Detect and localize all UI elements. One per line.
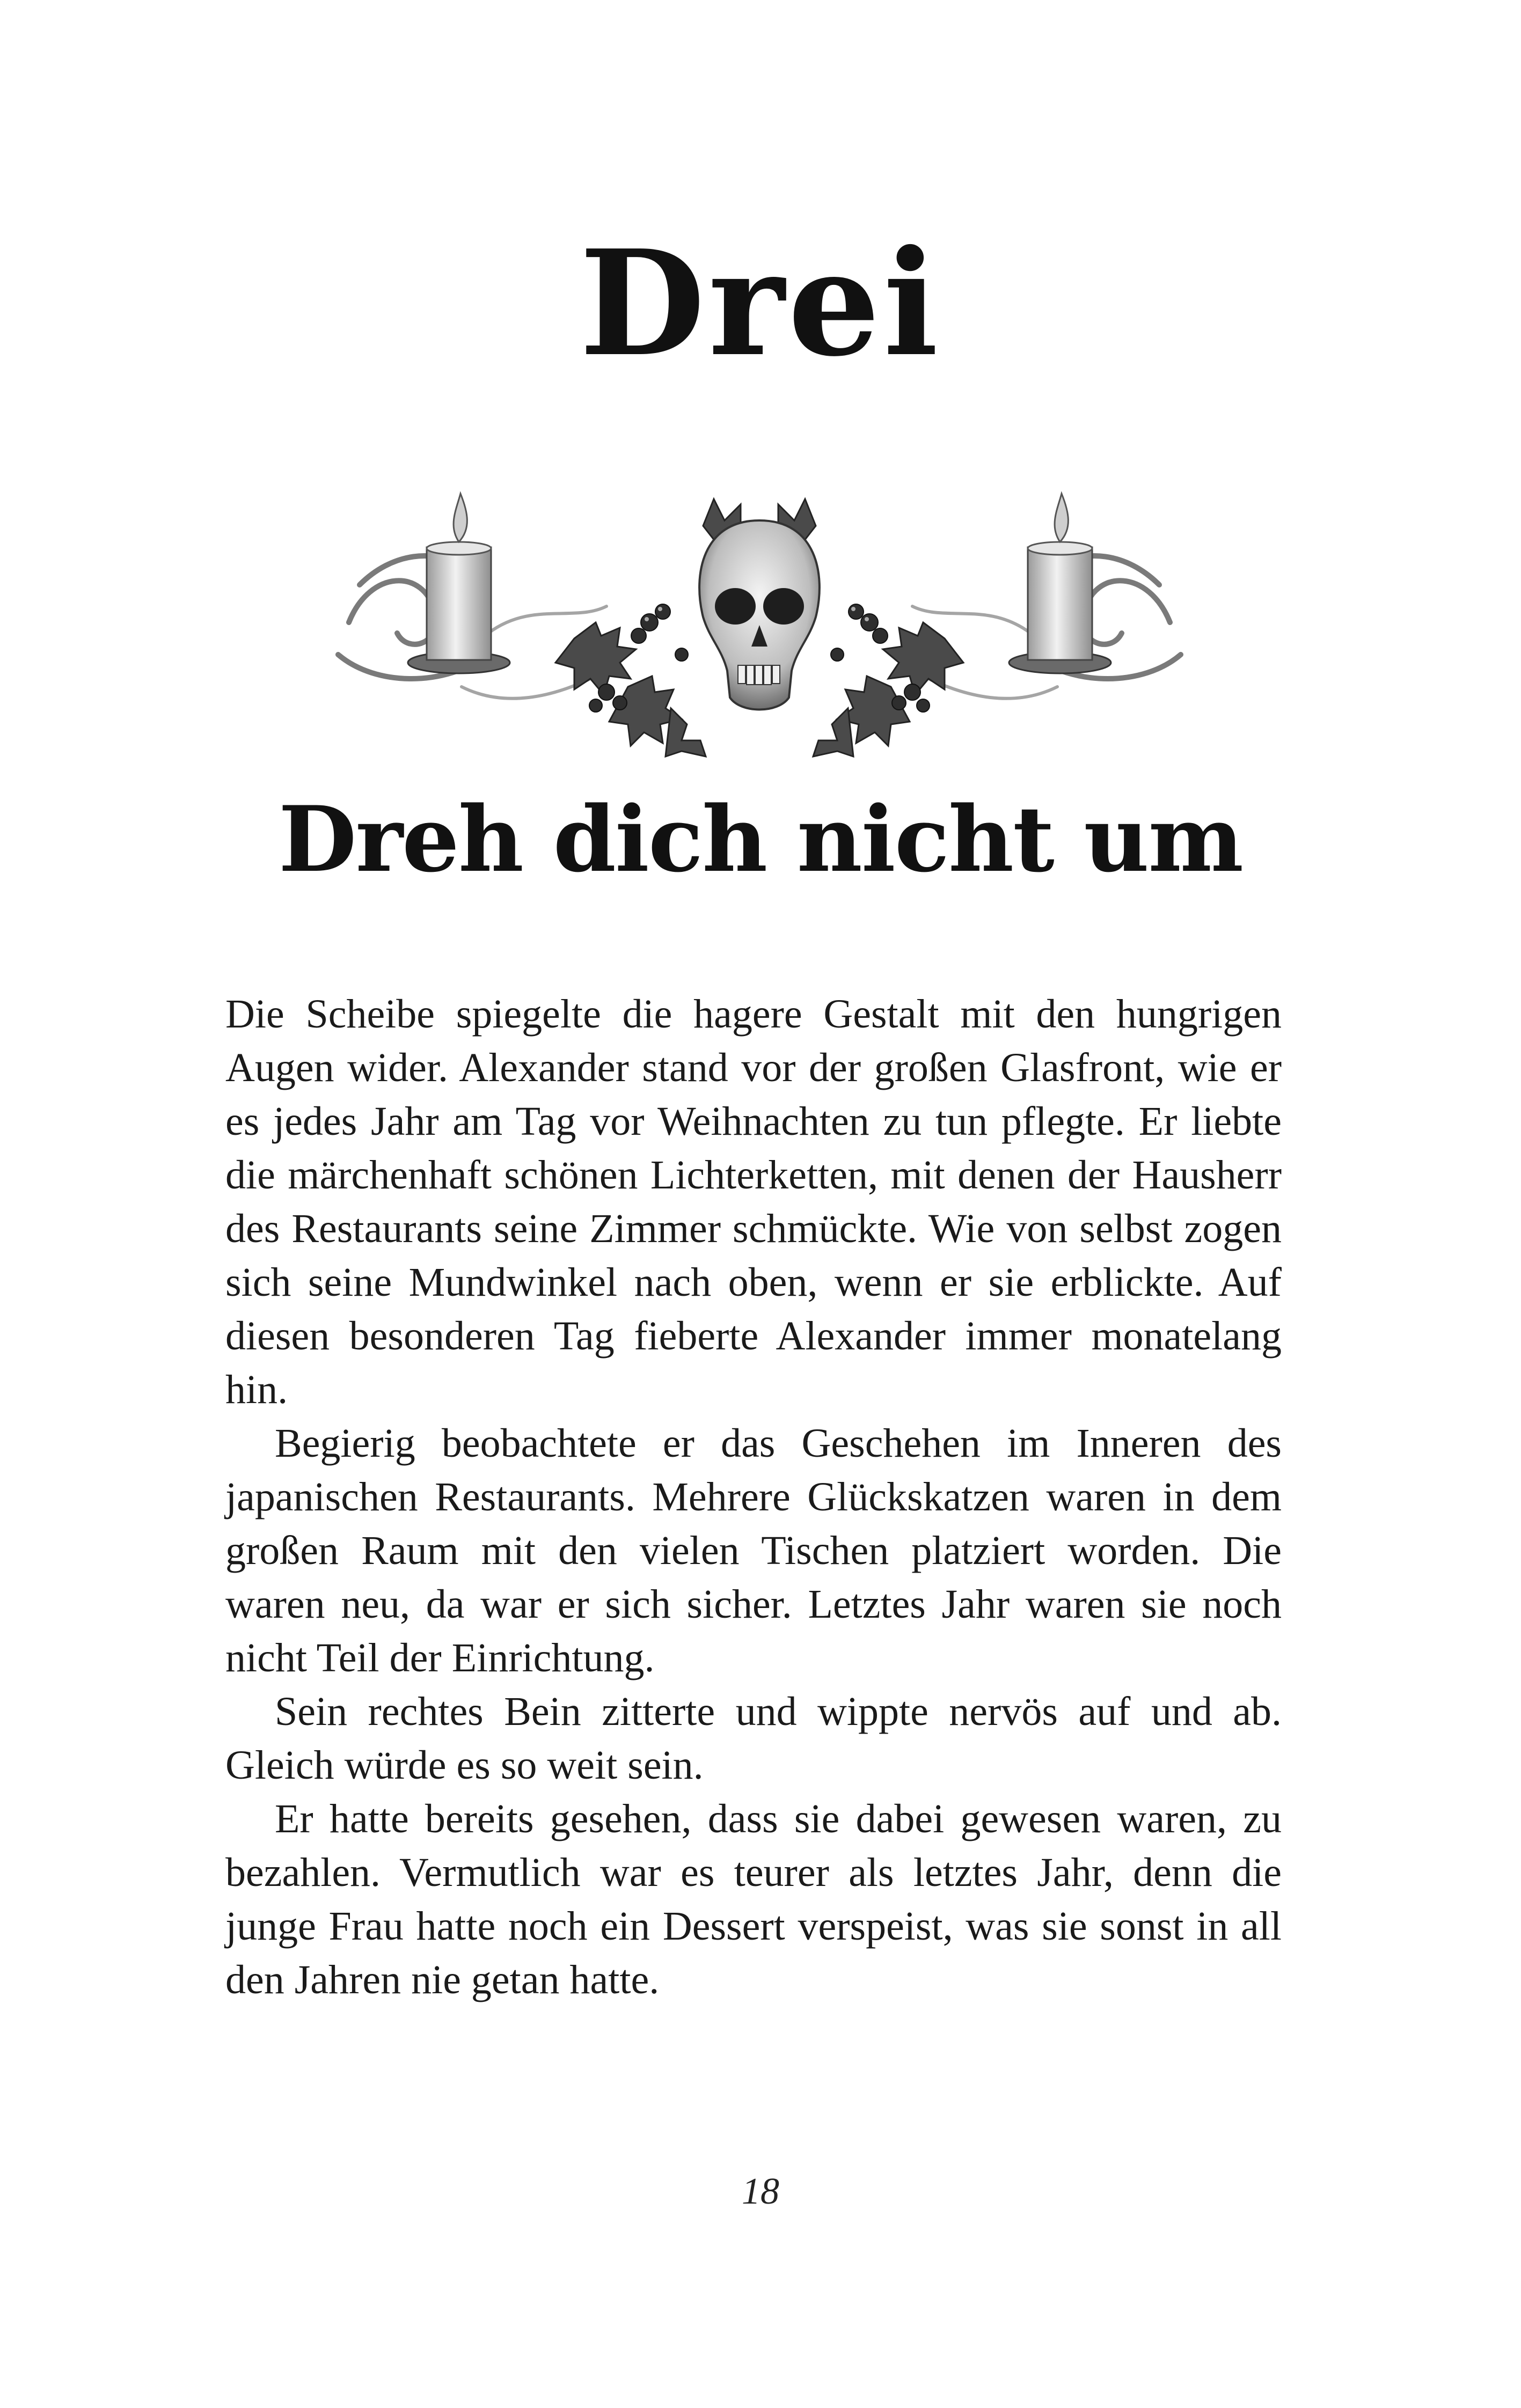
page-number: 18 xyxy=(742,2171,779,2212)
chapter-number: Drei xyxy=(579,218,942,388)
paragraph: Sein rechtes Bein zitterte und wippte nervös auf und ab. Gleich würde es so weit sein. xyxy=(225,1689,1282,1788)
paragraph: Die Scheibe spiegelte die hagere Gestalt mit den hungrigen Augen wider. Alexander stand vor der großen Glasfront, wie er es jedes Jahr am Tag vor Weihnachten zu tun pflegte. Er liebte die märchenhaft schönen Lichterketten, mit denen der Hausherr des Restaurants seine Zimmer schmückte. Wie von selbst zogen sich seine Mundwinkel nach oben, wenn er sie erblickte. Auf diesen besonderen Tag fieberte Alexander immer monatelang hin. xyxy=(225,992,1282,1412)
chapter-body xyxy=(225,987,1282,2007)
chapter-title: Dreh dich nicht um xyxy=(278,786,1243,892)
paragraph: Begierig beobachtete er das Geschehen im Inneren des japanischen Restaurants. Mehrere Glückskatzen waren in dem großen Raum mit den vielen Tischen platziert worden. Die waren neu, da war er sich sicher. Letztes Jahr waren sie noch nicht Teil der Einrichtung. xyxy=(225,1421,1282,1680)
skull-candles-holly-ornament xyxy=(327,461,1191,762)
paragraph: Er hatte bereits gesehen, dass sie dabei gewesen waren, zu bezahlen. Vermutlich war es teurer als letztes Jahr, denn die junge Frau hatte noch ein Dessert verspeist, was sie sonst in all den Jahren nie getan hatte. xyxy=(225,1796,1282,2002)
